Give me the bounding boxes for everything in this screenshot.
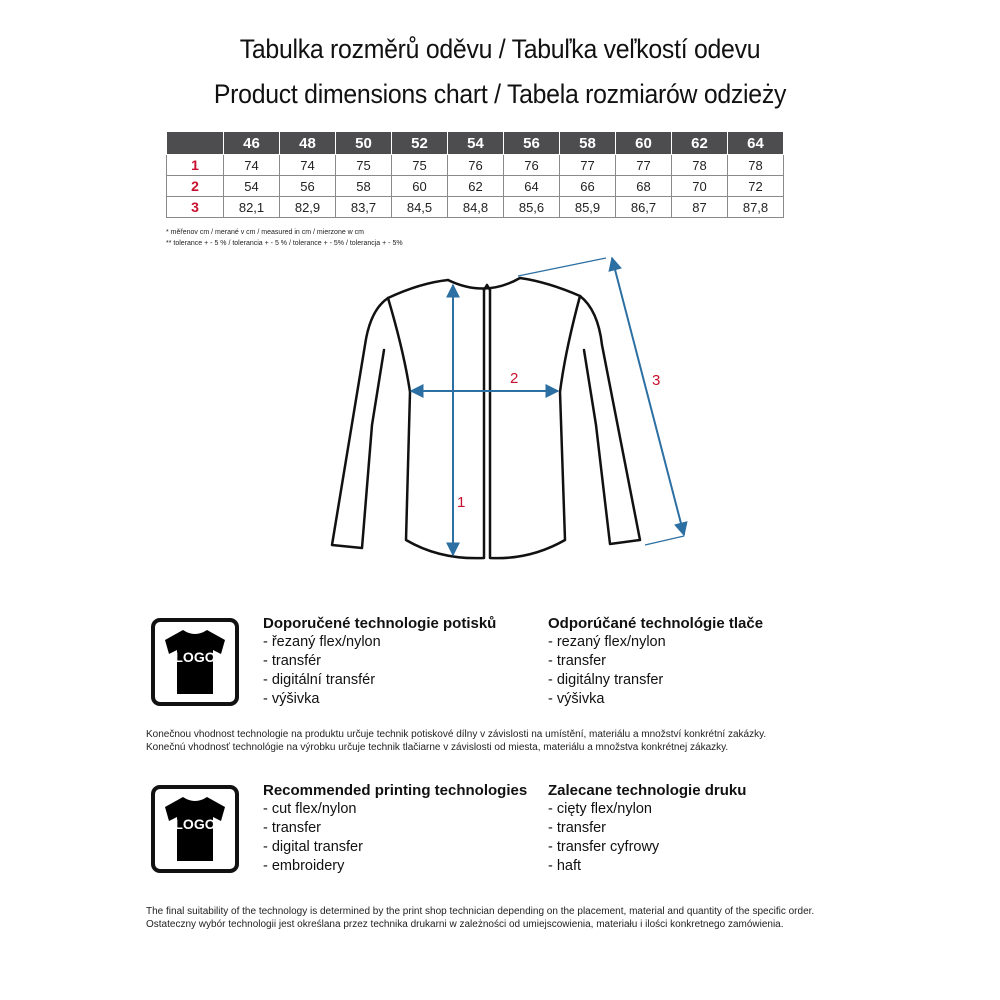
logo-text: LOGO <box>174 649 216 665</box>
tech-heading: Doporučené technologie potisků <box>263 615 497 632</box>
table-cell: 58 <box>336 176 392 197</box>
size-header: 52 <box>392 132 448 155</box>
table-cell: 85,9 <box>560 197 616 218</box>
measure-label-2: 2 <box>510 370 519 387</box>
logo-text: LOGO <box>174 816 216 832</box>
table-cell: 84,5 <box>392 197 448 218</box>
size-header: 54 <box>448 132 504 155</box>
tech-item: - digitální transfér <box>263 672 376 688</box>
disclaimer-sk: Konečnú vhodnosť technológie na výrobku určuje technik tlačiarne v závislosti od miesta, materiálu a množstva konkrétnej zákazky. <box>146 742 729 753</box>
tech-item: - transfer cyfrowy <box>548 839 660 855</box>
tech-item: - transfer <box>548 653 607 669</box>
table-cell: 76 <box>448 155 504 176</box>
table-cell: 74 <box>224 155 280 176</box>
table-cell: 82,1 <box>224 197 280 218</box>
tolerance-note: ** tolerance + - 5 % / tolerancia + - 5 % / tolerance + - 5% / tolerancja + - 5% <box>166 240 403 247</box>
measure-label-1: 1 <box>457 494 466 511</box>
table-cell: 87,8 <box>728 197 784 218</box>
size-header: 62 <box>672 132 728 155</box>
size-header: 60 <box>616 132 672 155</box>
tech-list-cz <box>263 614 496 709</box>
table-cell: 77 <box>616 155 672 176</box>
table-cell: 75 <box>336 155 392 176</box>
tech-heading: Odporúčané technológie tlače <box>548 615 764 632</box>
table-cell: 77 <box>560 155 616 176</box>
table-cell: 70 <box>672 176 728 197</box>
tech-list-pl <box>548 781 746 876</box>
size-header: 48 <box>280 132 336 155</box>
disclaimer-cz-sk <box>146 728 846 754</box>
tech-item: - transfer <box>548 820 607 836</box>
tech-item: - výšivka <box>263 691 320 707</box>
size-header: 58 <box>560 132 616 155</box>
size-header: 46 <box>224 132 280 155</box>
table-cell: 87 <box>672 197 728 218</box>
table-cell: 86,7 <box>616 197 672 218</box>
tech-item: - embroidery <box>263 858 345 874</box>
table-cell: 76 <box>504 155 560 176</box>
tech-list-en <box>263 781 527 876</box>
table-cell: 54 <box>224 176 280 197</box>
tech-list-sk <box>548 614 763 709</box>
row-label: 2 <box>167 176 224 197</box>
tech-item: - transfér <box>263 653 322 669</box>
title-line-1: Tabulka rozměrů oděvu / Tabuľka veľkostí odevu <box>239 34 761 64</box>
table-cell: 72 <box>728 176 784 197</box>
logo-tshirt-icon <box>151 618 239 706</box>
table-cell: 82,9 <box>280 197 336 218</box>
logo-tshirt-icon <box>151 785 239 873</box>
jacket-outline <box>332 278 640 558</box>
disclaimer-en: The final suitability of the technology is determined by the print shop technician depending on the placement, material and quantity of the specific order. <box>146 906 815 917</box>
tech-item: - digitálny transfer <box>548 672 664 688</box>
tech-heading: Recommended printing technologies <box>263 782 528 799</box>
tech-item: - řezaný flex/nylon <box>263 634 381 650</box>
table-cell: 56 <box>280 176 336 197</box>
table-cell: 78 <box>672 155 728 176</box>
disclaimer-en-pl <box>146 905 846 931</box>
tech-item: - digital transfer <box>263 839 363 855</box>
tech-item: - cięty flex/nylon <box>548 801 652 817</box>
disclaimer-cz: Konečnou vhodnost technologie na produktu určuje technik potiskové dílny v závislosti na umístění, materiálu a množství konkrétní zakázky. <box>146 729 767 740</box>
tech-item: - cut flex/nylon <box>263 801 357 817</box>
table-cell: 68 <box>616 176 672 197</box>
measure-line-3 <box>612 258 684 535</box>
tshirt-icon <box>163 795 227 863</box>
table-cell: 75 <box>392 155 448 176</box>
disclaimer-pl: Ostateczny wybór technologii jest określana przez technika drukarni w zależności od umiejscowienia, materiału i ilości konkretnego zamówienia. <box>146 919 784 930</box>
tech-item: - transfer <box>263 820 322 836</box>
measure-label-3: 3 <box>652 372 661 389</box>
tech-heading: Zalecane technologie druku <box>548 782 747 799</box>
size-header: 56 <box>504 132 560 155</box>
table-cell: 83,7 <box>336 197 392 218</box>
title-line-2: Product dimensions chart / Tabela rozmiarów odzieży <box>213 79 787 109</box>
row-label: 1 <box>167 155 224 176</box>
table-cell: 60 <box>392 176 448 197</box>
size-header: 50 <box>336 132 392 155</box>
measurement-note: * měřenov cm / merané v cm / measured in cm / mierzone w cm <box>166 229 364 236</box>
tech-item: - haft <box>548 858 582 874</box>
row-label: 3 <box>167 197 224 218</box>
tech-item: - výšivka <box>548 691 605 707</box>
tshirt-icon <box>163 628 227 696</box>
size-header: 64 <box>728 132 784 155</box>
table-cell: 62 <box>448 176 504 197</box>
table-cell: 84,8 <box>448 197 504 218</box>
table-cell: 64 <box>504 176 560 197</box>
tech-item: - rezaný flex/nylon <box>548 634 666 650</box>
table-cell: 66 <box>560 176 616 197</box>
table-cell: 85,6 <box>504 197 560 218</box>
table-cell: 78 <box>728 155 784 176</box>
table-cell: 74 <box>280 155 336 176</box>
